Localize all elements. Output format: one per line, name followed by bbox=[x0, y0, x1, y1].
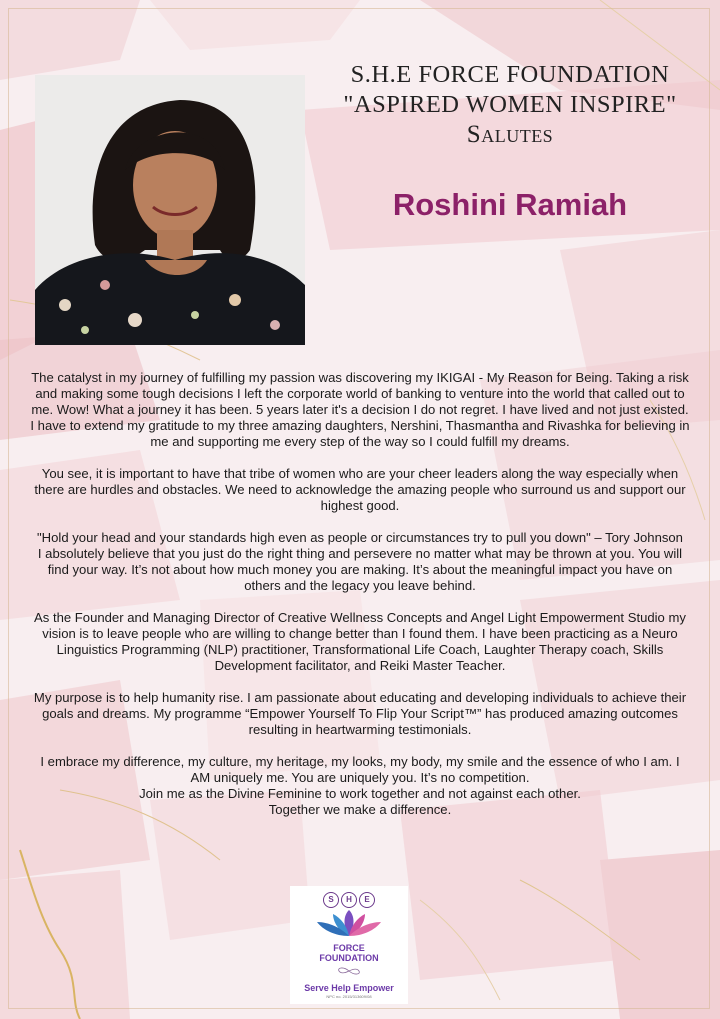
logo-registration: NPC no. 2015/313609/08 bbox=[326, 994, 372, 999]
testimonial-text bbox=[30, 370, 690, 818]
logo-name-line2: FOUNDATION bbox=[319, 953, 379, 963]
paragraph-join: Join me as the Divine Feminine to work together and not against each other. bbox=[139, 786, 581, 801]
salutes-heading: Salutes bbox=[466, 121, 554, 148]
paragraph-persevere: I absolutely believe that you just do the right thing and persevere no matter what may be thrown at you. You will find your way. It’s not about how much money you are making. It’s about the meaningful impact you have on others and the legacy you leave behind. bbox=[37, 546, 683, 593]
paragraph-ikigai: The catalyst in my journey of fulfilling my passion was discovering my IKIGAI - My Reason for Being. Taking a risk and making some tough decisions I left the corporate world of banking to venture into the world that called out to me. Wow! What a journey it has been. 5 years later it's a decision I do not regret. I have lived and not just existed. I have to extend my gratitude to my three amazing daughters, Nershini, Thasmantha and Rivashka for believing in me and supporting me every step of the way so I could fulfill my dreams. bbox=[30, 370, 690, 449]
quote: "Hold your head and your standards high even as people or circumstances try to pull you down" – Tory Johnson bbox=[37, 530, 683, 545]
ribbon-icon bbox=[329, 966, 369, 976]
paragraph-founder: As the Founder and Managing Director of Creative Wellness Concepts and Angel Light Empowerment Studio my vision is to leave people who are willing to change better than I found them. I have been practicing as a Neuro Linguistics Programming (NLP) practitioner, Transformational Life Coach, Laughter Therapy coach, Skills Development facilitator, and Reiki Master Teacher. bbox=[34, 610, 686, 673]
title-block bbox=[310, 60, 710, 150]
paragraph-purpose: My purpose is to help humanity rise. I am passionate about educating and developing individuals to achieve their goals and dreams. My programme “Empower Yourself To Flip Your Script™” has produced amazing outcomes resulting in heartwarming testimonials. bbox=[33, 690, 687, 737]
program-title: "ASPIRED WOMEN INSPIRE" bbox=[343, 91, 677, 118]
lotus-icon bbox=[309, 908, 389, 938]
logo-name-line1: FORCE bbox=[333, 943, 365, 953]
portrait-photo bbox=[35, 75, 305, 345]
paragraph-tribe: You see, it is important to have that tribe of women who are your cheer leaders along the way especially when there are hurdles and obstacles. We need to acknowledge the amazing people who surround us and support our highest good. bbox=[34, 466, 686, 513]
paragraph-embrace: I embrace my difference, my culture, my heritage, my looks, my body, my smile and the essence of who I am. I AM uniquely me. You are uniquely you. It’s no competition. bbox=[40, 754, 680, 785]
logo-tagline: Serve Help Empower bbox=[304, 983, 394, 993]
letter-s: S bbox=[323, 892, 339, 908]
honoree-name: Roshini Ramiah bbox=[392, 187, 628, 222]
letter-e: E bbox=[359, 892, 375, 908]
paragraph-together: Together we make a difference. bbox=[268, 802, 452, 817]
she-force-logo bbox=[290, 886, 408, 1004]
foundation-name: S.H.E FORCE FOUNDATION bbox=[350, 61, 670, 88]
she-letter-circles bbox=[290, 892, 408, 908]
letter-h: H bbox=[341, 892, 357, 908]
